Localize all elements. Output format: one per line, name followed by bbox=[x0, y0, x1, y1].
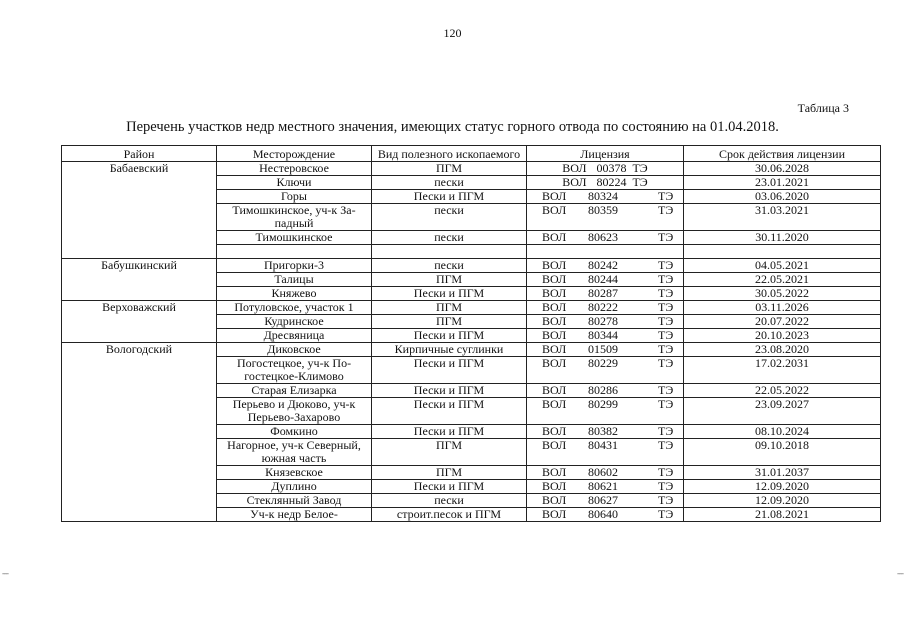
license-prefix: ВОЛ bbox=[542, 328, 567, 342]
license-cell bbox=[527, 162, 684, 176]
license-number: 80359 bbox=[588, 203, 618, 217]
expiry-cell: 20.10.2023 bbox=[684, 329, 881, 343]
field-cell: Нестеровское bbox=[217, 162, 372, 176]
field-cell: Горы bbox=[217, 190, 372, 204]
table-row bbox=[62, 301, 881, 315]
mineral-cell: Пески и ПГМ bbox=[372, 480, 527, 494]
table-row bbox=[62, 162, 881, 176]
license-number: 80621 bbox=[588, 479, 618, 493]
license-type: ТЭ bbox=[658, 328, 674, 342]
mineral-cell: пески bbox=[372, 204, 527, 231]
license-number: 80602 bbox=[588, 465, 618, 479]
license-type: ТЭ bbox=[658, 272, 674, 286]
license-prefix: ВОЛ bbox=[542, 203, 567, 217]
license-text bbox=[530, 508, 680, 521]
license-prefix: ВОЛ bbox=[542, 189, 567, 203]
expiry-cell: 03.06.2020 bbox=[684, 190, 881, 204]
mineral-cell: строит.песок и ПГМ bbox=[372, 508, 527, 522]
license-prefix: ВОЛ bbox=[542, 230, 567, 244]
table-row bbox=[62, 259, 881, 273]
license-text bbox=[530, 287, 680, 300]
expiry-cell: 23.09.2027 bbox=[684, 398, 881, 425]
license-type: ТЭ bbox=[658, 397, 674, 411]
license-type: ТЭ bbox=[658, 493, 674, 507]
license-number: 80229 bbox=[588, 356, 618, 370]
expiry-cell: 12.09.2020 bbox=[684, 480, 881, 494]
expiry-cell: 20.07.2022 bbox=[684, 315, 881, 329]
mineral-cell: Пески и ПГМ bbox=[372, 425, 527, 439]
license-number: 01509 bbox=[588, 342, 618, 356]
license-type: ТЭ bbox=[658, 507, 674, 521]
field-cell: Кудринское bbox=[217, 315, 372, 329]
expiry-cell: 22.05.2022 bbox=[684, 384, 881, 398]
expiry-cell: 09.10.2018 bbox=[684, 439, 881, 466]
mineral-cell: Пески и ПГМ bbox=[372, 398, 527, 425]
license-text bbox=[530, 480, 680, 493]
license-text bbox=[530, 162, 680, 175]
license-prefix: ВОЛ bbox=[542, 342, 567, 356]
license-type: ТЭ bbox=[658, 203, 674, 217]
license-prefix: ВОЛ bbox=[542, 424, 567, 438]
license-text bbox=[530, 329, 680, 342]
expiry-cell: 12.09.2020 bbox=[684, 494, 881, 508]
license-prefix: ВОЛ bbox=[542, 314, 567, 328]
expiry-cell: 04.05.2021 bbox=[684, 259, 881, 273]
field-cell: Старая Елизарка bbox=[217, 384, 372, 398]
mineral-cell: ПГМ bbox=[372, 466, 527, 480]
license-type: ТЭ bbox=[658, 300, 674, 314]
mineral-cell: ПГМ bbox=[372, 273, 527, 287]
license-text bbox=[530, 494, 680, 507]
license-number: 80627 bbox=[588, 493, 618, 507]
expiry-cell: 31.03.2021 bbox=[684, 204, 881, 231]
license-text bbox=[530, 343, 680, 356]
license-number: 80222 bbox=[588, 300, 618, 314]
license-cell bbox=[527, 439, 684, 466]
license-cell bbox=[527, 508, 684, 522]
license-cell bbox=[527, 204, 684, 231]
expiry-cell: 08.10.2024 bbox=[684, 425, 881, 439]
license-prefix: ВОЛ bbox=[542, 286, 567, 300]
license-cell bbox=[527, 494, 684, 508]
expiry-cell: 22.05.2021 bbox=[684, 273, 881, 287]
license-type: ТЭ bbox=[658, 258, 674, 272]
license-prefix: ВОЛ bbox=[542, 258, 567, 272]
license-number: 80344 bbox=[588, 328, 618, 342]
license-cell bbox=[527, 231, 684, 245]
license-number: 80244 bbox=[588, 272, 618, 286]
field-cell: Стеклянный Завод bbox=[217, 494, 372, 508]
license-prefix: ВОЛ bbox=[542, 383, 567, 397]
expiry-cell: 30.05.2022 bbox=[684, 287, 881, 301]
license-cell bbox=[527, 190, 684, 204]
license-prefix: ВОЛ bbox=[542, 397, 567, 411]
field-cell: Пригорки-3 bbox=[217, 259, 372, 273]
mineral-cell: Пески и ПГМ bbox=[372, 287, 527, 301]
field-cell: Погостецкое, уч-к По-гостецкое-Климово bbox=[217, 357, 372, 384]
expiry-cell: 30.11.2020 bbox=[684, 231, 881, 245]
mineral-cell: пески bbox=[372, 176, 527, 190]
expiry-cell: 31.01.2037 bbox=[684, 466, 881, 480]
header-expiry: Срок действия лицензии bbox=[684, 146, 881, 162]
right-edge-mark: --- bbox=[897, 568, 903, 578]
license-cell bbox=[527, 466, 684, 480]
license-cell bbox=[527, 315, 684, 329]
table-header bbox=[62, 146, 881, 162]
license-number: 00378 bbox=[596, 161, 627, 175]
license-prefix: ВОЛ bbox=[542, 465, 567, 479]
header-license: Лицензия bbox=[527, 146, 684, 162]
license-number: 80286 bbox=[588, 383, 618, 397]
license-prefix: ВОЛ bbox=[542, 272, 567, 286]
license-text bbox=[530, 301, 680, 314]
page-number: 120 bbox=[443, 26, 462, 40]
mineral-cell: ПГМ bbox=[372, 162, 527, 176]
license-cell bbox=[527, 273, 684, 287]
mineral-cell: Пески и ПГМ bbox=[372, 329, 527, 343]
license-number: 80278 bbox=[588, 314, 618, 328]
license-number: 80623 bbox=[588, 230, 618, 244]
license-number: 80242 bbox=[588, 258, 618, 272]
license-number: 80324 bbox=[588, 189, 618, 203]
mineral-cell: пески bbox=[372, 494, 527, 508]
license-text bbox=[530, 273, 680, 286]
field-cell: Потуловское, участок 1 bbox=[217, 301, 372, 315]
license-type: ТЭ bbox=[658, 438, 674, 452]
license-cell bbox=[527, 176, 684, 190]
license-type: ТЭ bbox=[632, 161, 648, 175]
field-cell: Дресвяница bbox=[217, 329, 372, 343]
license-cell bbox=[527, 398, 684, 425]
license-type: ТЭ bbox=[658, 189, 674, 203]
field-cell: Фомкино bbox=[217, 425, 372, 439]
mineral-cell: Пески и ПГМ bbox=[372, 357, 527, 384]
header-row bbox=[62, 146, 881, 162]
mineral-cell: Пески и ПГМ bbox=[372, 384, 527, 398]
license-cell bbox=[527, 343, 684, 357]
license-type: ТЭ bbox=[658, 230, 674, 244]
license-text bbox=[530, 315, 680, 328]
field-cell: Ключи bbox=[217, 176, 372, 190]
license-text bbox=[530, 425, 680, 438]
license-type: ТЭ bbox=[658, 465, 674, 479]
table-label: Таблица 3 bbox=[797, 101, 849, 115]
field-cell: Нагорное, уч-к Северный, южная часть bbox=[217, 439, 372, 466]
license-prefix: ВОЛ bbox=[542, 507, 567, 521]
license-text bbox=[530, 439, 680, 452]
license-text bbox=[530, 204, 680, 217]
license-text bbox=[530, 231, 680, 244]
field-cell: Уч-к недр Белое- bbox=[217, 508, 372, 522]
mineral-cell: пески bbox=[372, 231, 527, 245]
license-number: 80224 bbox=[596, 175, 627, 189]
expiry-cell: 23.01.2021 bbox=[684, 176, 881, 190]
license-prefix: ВОЛ bbox=[562, 175, 587, 189]
license-prefix: ВОЛ bbox=[562, 161, 587, 175]
field-cell: Тимошкинское, уч-к За-падный bbox=[217, 204, 372, 231]
license-text bbox=[530, 398, 680, 411]
license-type: ТЭ bbox=[658, 356, 674, 370]
expiry-cell: 03.11.2026 bbox=[684, 301, 881, 315]
field-cell: Перьево и Дюково, уч-к Перьево-Захарово bbox=[217, 398, 372, 425]
left-edge-mark: --- bbox=[2, 568, 8, 578]
license-prefix: ВОЛ bbox=[542, 493, 567, 507]
license-type: ТЭ bbox=[658, 314, 674, 328]
table-row bbox=[62, 343, 881, 357]
district-cell: Бабушкинский bbox=[62, 259, 217, 301]
license-cell bbox=[527, 384, 684, 398]
license-type: ТЭ bbox=[658, 383, 674, 397]
license-cell bbox=[527, 259, 684, 273]
license-prefix: ВОЛ bbox=[542, 438, 567, 452]
license-cell bbox=[527, 480, 684, 494]
license-number: 80287 bbox=[588, 286, 618, 300]
mineral-cell: ПГМ bbox=[372, 315, 527, 329]
district-cell: Вологодский bbox=[62, 343, 217, 522]
license-number: 80382 bbox=[588, 424, 618, 438]
license-cell bbox=[527, 357, 684, 384]
mineral-cell: ПГМ bbox=[372, 439, 527, 466]
license-cell bbox=[527, 425, 684, 439]
license-number: 80431 bbox=[588, 438, 618, 452]
field-cell: Князевское bbox=[217, 466, 372, 480]
field-cell: Дуплино bbox=[217, 480, 372, 494]
license-text bbox=[530, 384, 680, 397]
expiry-cell: 23.08.2020 bbox=[684, 343, 881, 357]
license-number: 80299 bbox=[588, 397, 618, 411]
license-prefix: ВОЛ bbox=[542, 300, 567, 314]
field-cell: Талицы bbox=[217, 273, 372, 287]
license-text bbox=[530, 176, 680, 189]
field-cell: Диковское bbox=[217, 343, 372, 357]
license-type: ТЭ bbox=[658, 479, 674, 493]
district-cell: Верховажский bbox=[62, 301, 217, 343]
header-mineral: Вид полезного ископаемого bbox=[372, 146, 527, 162]
field-cell: Тимошкинское bbox=[217, 231, 372, 245]
license-table bbox=[61, 145, 881, 522]
mineral-cell bbox=[372, 245, 527, 259]
license-cell bbox=[527, 287, 684, 301]
expiry-cell: 21.08.2021 bbox=[684, 508, 881, 522]
header-field: Месторождение bbox=[217, 146, 372, 162]
field-cell: Княжево bbox=[217, 287, 372, 301]
license-cell bbox=[527, 301, 684, 315]
license-text bbox=[530, 190, 680, 203]
license-prefix: ВОЛ bbox=[542, 356, 567, 370]
license-prefix: ВОЛ bbox=[542, 479, 567, 493]
license-type: ТЭ bbox=[658, 342, 674, 356]
license-type: ТЭ bbox=[658, 424, 674, 438]
expiry-cell: 17.02.2031 bbox=[684, 357, 881, 384]
license-cell bbox=[527, 245, 684, 259]
district-cell: Бабаевский bbox=[62, 162, 217, 259]
license-text bbox=[530, 466, 680, 479]
license-cell bbox=[527, 329, 684, 343]
table-body bbox=[62, 162, 881, 522]
mineral-cell: пески bbox=[372, 259, 527, 273]
header-district: Район bbox=[62, 146, 217, 162]
expiry-cell bbox=[684, 245, 881, 259]
license-type: ТЭ bbox=[658, 286, 674, 300]
license-type: ТЭ bbox=[632, 175, 648, 189]
expiry-cell: 30.06.2028 bbox=[684, 162, 881, 176]
license-text bbox=[530, 357, 680, 370]
license-number: 80640 bbox=[588, 507, 618, 521]
license-text bbox=[530, 259, 680, 272]
mineral-cell: Пески и ПГМ bbox=[372, 190, 527, 204]
mineral-cell: ПГМ bbox=[372, 301, 527, 315]
mineral-cell: Кирпичные суглинки bbox=[372, 343, 527, 357]
field-cell bbox=[217, 245, 372, 259]
document-title: Перечень участков недр местного значения, имеющих статус горного отвода по состоянию на 01.04.2018. bbox=[126, 119, 779, 135]
